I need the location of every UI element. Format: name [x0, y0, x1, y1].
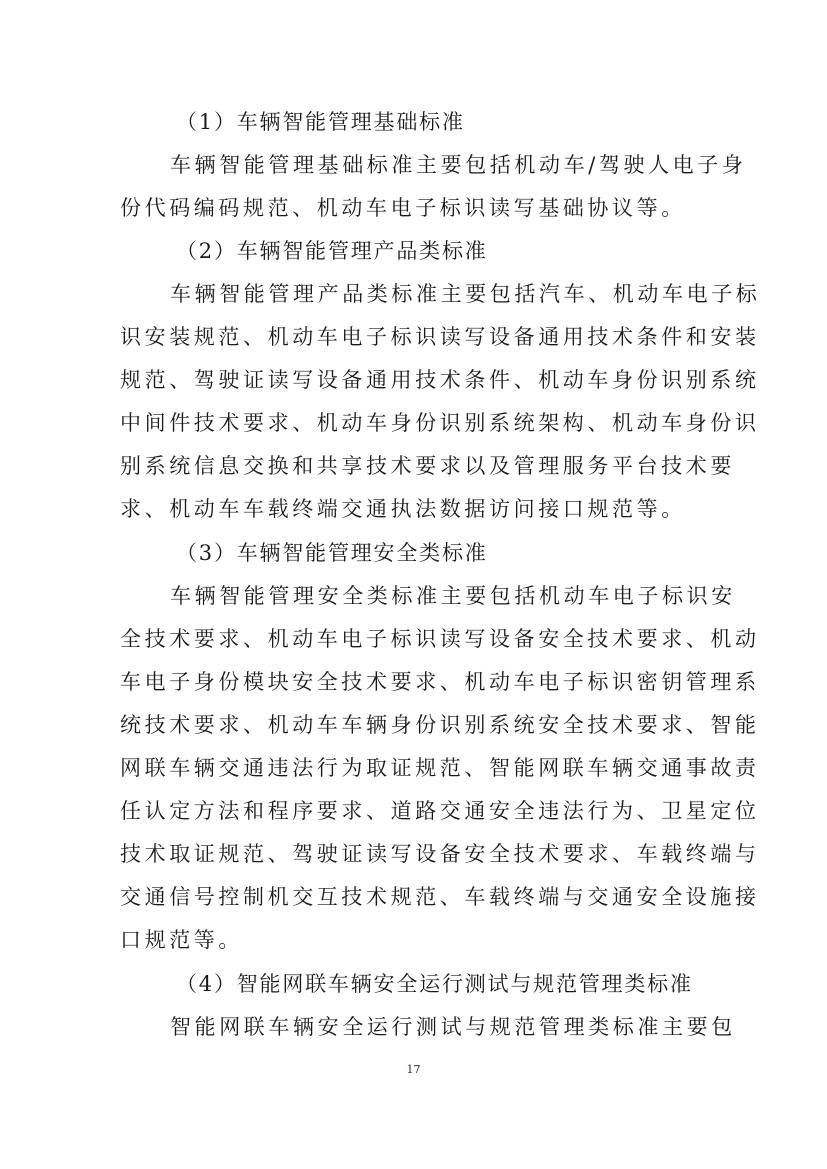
paragraph-line: 别系统信息交换和共享技术要求以及管理服务平台技术要 [120, 454, 735, 478]
paragraph-line: 车辆智能管理安全类标准主要包括机动车电子标识安 [170, 584, 736, 608]
paragraph-line: 份代码编码规范、机动车电子标识读写基础协议等。 [120, 196, 686, 220]
paragraph-line: 任认定方法和程序要求、道路交通安全违法行为、卫星定位 [120, 799, 760, 823]
paragraph-line: 识安装规范、机动车电子标识读写设备通用技术条件和安装 [120, 325, 760, 349]
paragraph-line: 统技术要求、机动车车辆身份识别系统安全技术要求、智能 [120, 713, 760, 737]
paragraph-line: 求、机动车车载终端交通执法数据访问接口规范等。 [120, 497, 686, 521]
page-number: 17 [406, 1063, 421, 1076]
paragraph-line: 交通信号控制机交互技术规范、车载终端与交通安全设施接 [120, 885, 760, 909]
paragraph-line: 网联车辆交通违法行为取证规范、智能网联车辆交通事故责 [120, 756, 760, 780]
paragraph-line: 车辆智能管理基础标准主要包括机动车/驾驶人电子身 [170, 153, 747, 177]
paragraph-line: 中间件技术要求、机动车身份识别系统架构、机动车身份识 [120, 411, 760, 435]
section-heading-1: （1）车辆智能管理基础标准 [176, 110, 465, 134]
paragraph-line: 智能网联车辆安全运行测试与规范管理类标准主要包 [170, 1015, 736, 1039]
paragraph-line: 规范、驾驶证读写设备通用技术条件、机动车身份识别系统 [120, 368, 760, 392]
section-heading-2: （2）车辆智能管理产品类标准 [176, 239, 488, 263]
paragraph-line: 车电子身份模块安全技术要求、机动车电子标识密钥管理系 [120, 670, 760, 694]
paragraph-line: 技术取证规范、驾驶证读写设备安全技术要求、车载终端与 [120, 842, 760, 866]
paragraph-line: 口规范等。 [120, 928, 243, 952]
paragraph-line: 全技术要求、机动车电子标识读写设备安全技术要求、机动 [120, 627, 760, 651]
section-heading-4: （4）智能网联车辆安全运行测试与规范管理类标准 [176, 972, 693, 996]
paragraph-line: 车辆智能管理产品类标准主要包括汽车、机动车电子标 [170, 282, 761, 306]
section-heading-3: （3）车辆智能管理安全类标准 [176, 541, 488, 565]
